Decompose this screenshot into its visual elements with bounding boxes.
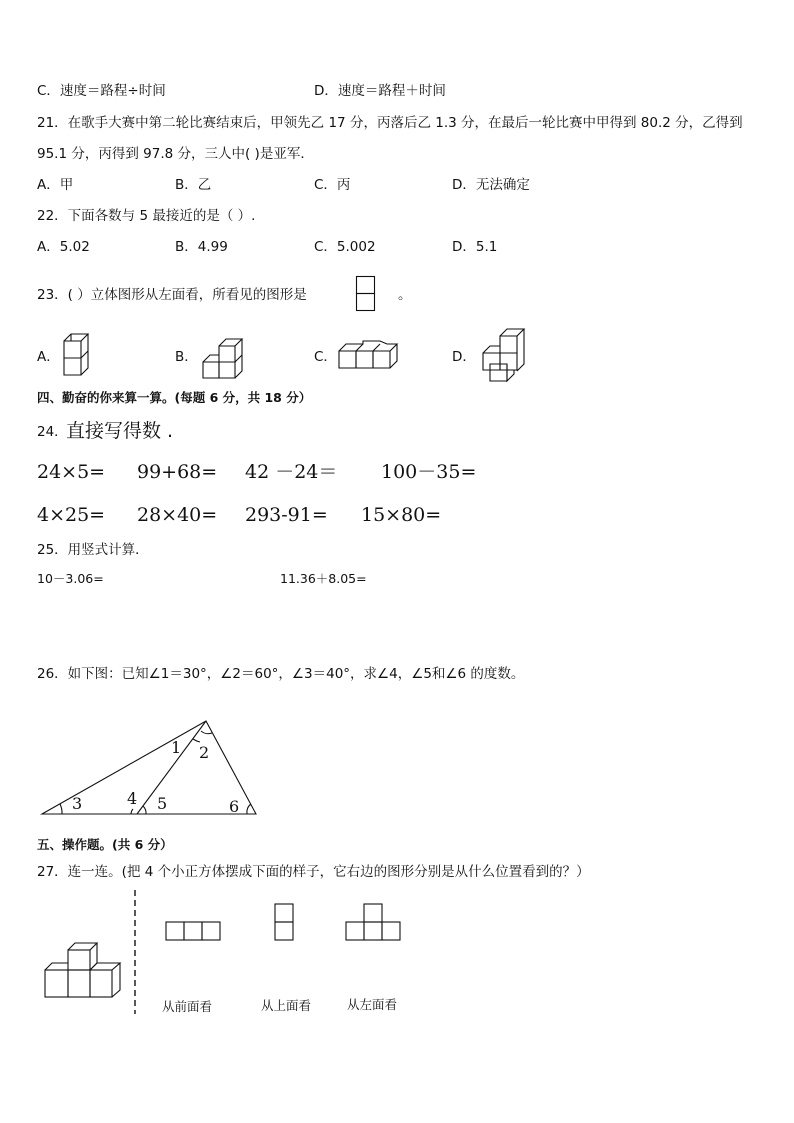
q22-option-a: A．5.02: [37, 239, 90, 255]
q24-row1-item4: 100－35=: [381, 461, 477, 483]
q21-option-b: B．乙: [175, 177, 212, 193]
q27-cube-arrangement: [44, 940, 124, 1000]
q24-row2-item2: 28×40=: [137, 504, 218, 526]
q27-label-top: 从上面看: [261, 998, 312, 1013]
q24-row1-item1: 24×5=: [37, 461, 106, 483]
q23-option-c-cubes: [339, 340, 399, 372]
q24-row2-item1: 4×25=: [37, 504, 106, 526]
q27-view-shape-1: [165, 921, 223, 943]
q21-stem-line1: 21．在歌手大赛中第二轮比赛结束后，甲领先乙 17 分，丙落后乙 1.3 分，在最后一轮比赛中甲得到 80.2 分，乙得到: [37, 115, 743, 131]
q23-stem-end: 。: [398, 287, 412, 303]
q25-expr-1: 10－3.06=: [37, 571, 104, 586]
q20-option-d: D．速度＝路程＋时间: [314, 83, 446, 99]
q23-option-a-cubes: [64, 330, 98, 376]
q26-angle-label-1: 1: [171, 738, 182, 757]
q22-option-c: C．5.002: [314, 239, 376, 255]
q27-label-front: 从前面看: [162, 999, 213, 1014]
q22-option-d: D．5.1: [452, 239, 498, 255]
q23-stem: 23．( ）立体图形从左面看，所看见的图形是: [37, 287, 307, 303]
q23-option-b-cubes: [203, 337, 247, 381]
q24-row1-item3: 42 －24＝: [245, 461, 338, 483]
q26-angle-label-2: 2: [199, 743, 210, 762]
q21-option-c: C．丙: [314, 177, 351, 193]
q26-stem: 26．如下图：已知∠1＝30°，∠2＝60°，∠3＝40°，求∠4，∠5和∠6 的度数。: [37, 666, 525, 682]
q25-stem: 25．用竖式计算．: [37, 542, 149, 558]
section-5-title: 五、操作题。(共 6 分）: [37, 837, 173, 852]
q23-option-d: D．: [452, 349, 476, 365]
q27-view-shape-3: [345, 903, 403, 943]
q27-label-left: 从左面看: [347, 997, 398, 1012]
q24-row2-item3: 293-91=: [245, 504, 328, 526]
q23-option-b: B．: [175, 349, 198, 365]
q26-angle-label-4: 4: [127, 789, 138, 808]
q24-row1-item2: 99+68=: [137, 461, 218, 483]
q27-stem: 27．连一连。(把 4 个小正方体摆成下面的样子，它右边的图形分别是从什么位置看到的？）: [37, 864, 590, 880]
q23-option-a: A．: [37, 349, 60, 365]
q23-left-view-figure: [356, 276, 376, 312]
q20-option-c: C．速度＝路程÷时间: [37, 83, 166, 99]
q21-option-a: A．甲: [37, 177, 74, 193]
q26-angle-label-6: 6: [229, 797, 240, 816]
q24-title: 直接写得数 .: [66, 420, 174, 442]
q21-stem-line2: 95.1 分，丙得到 97.8 分，三人中( )是亚军．: [37, 146, 314, 162]
q24-number: 24．: [37, 424, 68, 440]
q22-option-b: B．4.99: [175, 239, 228, 255]
q21-option-d: D．无法确定: [452, 177, 530, 193]
q27-dashed-divider: [133, 890, 137, 1014]
q22-stem: 22．下面各数与 5 最接近的是（ ）.: [37, 208, 256, 224]
q26-angle-label-3: 3: [72, 794, 83, 813]
q27-view-shape-2: [274, 903, 296, 943]
section-4-title: 四、勤奋的你来算一算。(每题 6 分，共 18 分）: [37, 390, 312, 405]
q24-row2-item4: 15×80=: [361, 504, 442, 526]
q23-option-c: C．: [314, 349, 337, 365]
q23-option-d-cubes: [476, 328, 528, 384]
q25-expr-2: 11.36＋8.05=: [280, 571, 367, 586]
q26-angle-label-5: 5: [157, 794, 168, 813]
